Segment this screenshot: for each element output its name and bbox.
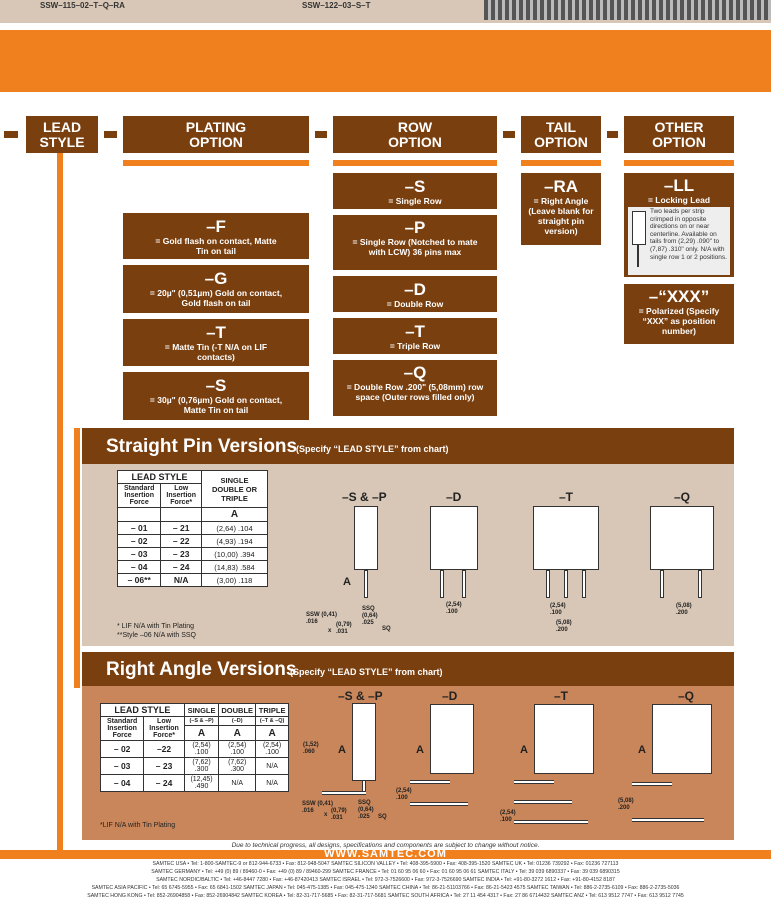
rt-cell: –22 <box>144 741 185 758</box>
dash-5 <box>607 131 618 138</box>
rt-head-a: A <box>184 726 218 741</box>
st-d-body <box>430 506 478 570</box>
tail-ra: –RA = Right Angle (Leave blank for straight pin version) <box>521 173 601 245</box>
ra-dim-sw2: (0,79) .031 <box>331 808 347 821</box>
rt-cell: (2,54) .100 <box>184 741 218 758</box>
ra-q-body <box>652 704 712 774</box>
st-sp-body <box>354 506 378 570</box>
ra-q-tail <box>632 782 672 786</box>
ll-pin-image <box>632 211 646 245</box>
ra-t-body <box>534 704 594 774</box>
st-t-pin <box>582 570 586 598</box>
row-p: –P = Single Row (Notched to mate with LCW) 36 pins max <box>333 215 497 270</box>
ra-d-tail <box>410 780 450 784</box>
rt-head-single: SINGLE <box>184 704 218 717</box>
st-dim-a: A <box>343 576 351 588</box>
dash-2 <box>104 131 117 138</box>
rt-head-triple: TRIPLE <box>256 704 289 717</box>
lead-line <box>57 153 63 853</box>
st-cell: – 01 <box>118 522 161 535</box>
rt-cell: – 23 <box>144 758 185 775</box>
st-dim-t2: (5,08) .200 <box>556 620 572 633</box>
st-cell: (14,83) .584 <box>202 561 268 574</box>
top-part-left: SSW–115–02–T–Q–RA <box>40 1 125 10</box>
st-view-q: –Q <box>674 490 691 504</box>
straight-title-bar <box>82 428 734 464</box>
st-cell: – 21 <box>161 522 202 535</box>
ra-dim-d: (2,54) .100 <box>396 788 412 801</box>
row-t: –T = Triple Row <box>333 318 497 354</box>
st-dim-sw2: (0,79) .031 <box>336 622 352 635</box>
connector-photo <box>484 0 771 20</box>
ra-q-tail <box>632 818 704 822</box>
ra-d-body <box>430 704 474 774</box>
ra-t-a: A <box>520 744 528 756</box>
rt-cell: (2,54) .100 <box>256 741 289 758</box>
st-cell: N/A <box>161 574 202 587</box>
ra-view-q: –Q <box>678 689 695 703</box>
st-sp-pin <box>364 570 368 598</box>
st-head-low: Low Insertion Force* <box>161 484 202 508</box>
ra-view-t: –T <box>554 689 569 703</box>
rt-cell: – 02 <box>101 741 144 758</box>
st-dim-ssw: SSW (0,41) .016 <box>306 612 338 625</box>
other-bar <box>624 160 734 166</box>
ra-d-a: A <box>416 744 424 756</box>
plating-bar <box>123 160 309 166</box>
straight-line <box>74 428 80 688</box>
st-head-std: Standard Insertion Force <box>118 484 161 508</box>
st-dim-ssq: SSQ (0,64) .025 <box>362 606 378 626</box>
top-part-right: SSW–122–03–S–T <box>302 1 371 10</box>
straight-note-2: **Style –06 N/A with SSQ <box>117 632 196 639</box>
rt-head-d-sub: (–D) <box>219 717 256 726</box>
st-dim-q: (5,08) .200 <box>676 603 692 616</box>
straight-note-1: * LIF N/A with Tin Plating <box>117 623 195 630</box>
footer-line: SAMTEC NORDIC/BALTIC • Tel: +46-8447 7280 • Fax: +46-87420413 SAMTEC ISRAEL • Tel: 972-3-7526600 • Fax: 972-3-7526690 SAMTEC INDIA • Tel: +91-80-3272 1612 • Fax: +91-80-4152 8187 <box>156 877 615 883</box>
st-cell: – 06** <box>118 574 161 587</box>
rt-cell: (12,45) .490 <box>184 775 218 792</box>
ra-q-a: A <box>638 744 646 756</box>
st-t-pin <box>564 570 568 598</box>
rt-cell: N/A <box>256 775 289 792</box>
st-cell: – 03 <box>118 548 161 561</box>
footer-line: SAMTEC HONG KONG • Tel: 852-26904858 • Fax: 852-26904842 SAMTEC KOREA • Tel: 82-31-717-5685 • Fax: 82-31-717-5681 SAMTEC SOUTH AFRICA • Tel: 27 11 454 4317 • Fax: 27 86 6714432 SAMTEC ANZ • Tel: 613 9512 7747 • Fax: 613 9512 7745 <box>87 893 684 899</box>
ra-sp-body <box>352 703 376 781</box>
st-cell: (10,00) .394 <box>202 548 268 561</box>
straight-table <box>117 470 268 587</box>
footer-line: SAMTEC ASIA PACIFIC • Tel: 65 6745-5955 • Fax: 65 6841-1502 SAMTEC JAPAN • Tel: 045-475-1385 • Fax: 045-475-1340 SAMTEC CHINA • Tel: 86-21-51103766 • Fax: 86-21-5423 4575 SAMTEC TAIWAN • Tel: 886-2-2735-6109 • Fax: 886-2-2735-5036 <box>91 885 680 891</box>
right-title: Right Angle Versions <box>106 659 297 680</box>
st-cell: (2,64) .104 <box>202 522 268 535</box>
st-dim-sq: SQ <box>382 626 391 632</box>
ra-t-tail <box>514 820 588 824</box>
rt-cell: (7,62) .300 <box>219 758 256 775</box>
st-q-body <box>650 506 714 570</box>
disclaimer: Due to technical progress, all designs, specifications and components are subject to change without notice. <box>231 842 540 849</box>
tail-bar <box>521 160 601 166</box>
footer-line: SAMTEC GERMANY • Tel: +49 (0) 89 / 89460-0 • Fax: +49 (0) 89 / 89460-299 SAMTEC FRANCE • Tel: 01 60 95 06 60 • Fax: 01 60 95 06 61 SAMTEC ITALY • Tel: 39 039 6890337 • Fax: 39 039 6890315 <box>151 869 620 875</box>
plating-s: –S = 30µ" (0,76µm) Gold on contact, Matte Tin on tail <box>123 372 309 420</box>
ra-dim-t: (2,54) .100 <box>500 810 516 823</box>
st-cell: – 22 <box>161 535 202 548</box>
st-cell: (4,93) .194 <box>202 535 268 548</box>
st-view-t: –T <box>559 490 574 504</box>
rt-head-low: Low Insertion Force* <box>144 717 185 741</box>
ll-note: Two leads per strip crimped in opposite directions on or near centerline. Available on tails from (2,29) .090" to (7,87) .310" only. N/A with single row 1 or 2 positions. <box>650 208 727 261</box>
st-q-pin <box>660 570 664 598</box>
rt-cell: N/A <box>256 758 289 775</box>
plating-t: –T = Matte Tin (-T N/A on LIF contacts) <box>123 319 309 366</box>
st-head-lead: LEAD STYLE <box>118 471 202 484</box>
dash-3 <box>315 131 327 138</box>
ra-dim-ssw: SSW (0,41) .016 <box>302 801 334 814</box>
st-cell: (3,00) .118 <box>202 574 268 587</box>
st-cell: – 04 <box>118 561 161 574</box>
rt-cell: – 04 <box>101 775 144 792</box>
st-view-sp: –S & –P <box>342 490 387 504</box>
rt-head-a: A <box>219 726 256 741</box>
ra-t-tail <box>514 800 572 804</box>
rt-head-a: A <box>256 726 289 741</box>
st-t-pin <box>546 570 550 598</box>
st-dim-x: x <box>328 628 332 634</box>
row-d: –D = Double Row <box>333 276 497 312</box>
ra-dim-x: x <box>324 812 328 818</box>
ra-dim-a: A <box>338 744 346 756</box>
st-q-pin <box>698 570 702 598</box>
other-ll: –LL = Locking Lead <box>624 173 734 277</box>
st-d-pin <box>462 570 466 598</box>
header-other: OTHER OPTION <box>624 116 734 153</box>
ra-view-sp: –S & –P <box>338 689 383 703</box>
straight-subtitle: (Specify “LEAD STYLE” from chart) <box>296 444 449 454</box>
plating-f: –F = Gold flash on contact, Matte Tin on tail <box>123 213 309 259</box>
rt-head-lead: LEAD STYLE <box>101 704 185 717</box>
header-tail: TAIL OPTION <box>521 116 601 153</box>
st-d-pin <box>440 570 444 598</box>
right-note: *LIF N/A with Tin Plating <box>100 822 176 829</box>
ra-sp-tail <box>322 791 366 795</box>
footer-web: WWW.SAMTEC.COM <box>324 848 447 860</box>
ra-dim-ssq: SSQ (0,64) .025 <box>358 800 374 820</box>
header-plating: PLATING OPTION <box>123 116 309 153</box>
right-table <box>100 703 289 792</box>
st-view-d: –D <box>446 490 462 504</box>
straight-title: Straight Pin Versions <box>106 436 298 457</box>
ra-dim-q: (5,08) .200 <box>618 798 634 811</box>
dash-4 <box>503 131 515 138</box>
st-cell: – 24 <box>161 561 202 574</box>
row-bar <box>333 160 497 166</box>
ra-d-tail <box>410 802 468 806</box>
header-row: ROW OPTION <box>333 116 497 153</box>
ra-dim-sq: SQ <box>378 814 387 820</box>
ra-view-d: –D <box>442 689 458 703</box>
ll-pin-lead <box>637 245 639 267</box>
st-t-body <box>533 506 599 570</box>
ra-dim-offset: (1,52) .060 <box>303 742 319 755</box>
st-cell: – 23 <box>161 548 202 561</box>
rt-head-s-sub: (–S & –P) <box>184 717 218 726</box>
ll-note-panel <box>628 207 730 275</box>
other-xxx: –“XXX” = Polarized (Specify “XXX” as position number) <box>624 284 734 344</box>
ra-t-tail <box>514 780 554 784</box>
st-dim-d: (2,54) .100 <box>446 602 462 615</box>
st-dim-t1: (2,54) .100 <box>550 603 566 616</box>
plating-g: –G = 20µ" (0,51µm) Gold on contact, Gold flash on tail <box>123 265 309 313</box>
row-q: –Q = Double Row .200" (5,08mm) row space (Outer rows filled only) <box>333 360 497 416</box>
rt-cell: – 03 <box>101 758 144 775</box>
right-title-bar <box>82 652 734 686</box>
dash-1 <box>4 131 18 138</box>
rt-cell: (7,62) .300 <box>184 758 218 775</box>
rt-head-double: DOUBLE <box>219 704 256 717</box>
right-subtitle: (Specify “LEAD STYLE” from chart) <box>290 667 443 677</box>
rt-head-t-sub: (–T & –Q) <box>256 717 289 726</box>
rt-cell: N/A <box>219 775 256 792</box>
st-cell: – 02 <box>118 535 161 548</box>
row-s: –S = Single Row <box>333 173 497 209</box>
rt-head-std: Standard Insertion Force <box>101 717 144 741</box>
header-lead-style: LEAD STYLE <box>26 116 98 153</box>
rt-cell: – 24 <box>144 775 185 792</box>
st-head-single: SINGLE DOUBLE OR TRIPLE <box>202 471 268 508</box>
rt-cell: (2,54) .100 <box>219 741 256 758</box>
st-head-a: A <box>202 508 268 522</box>
footer-line: SAMTEC USA • Tel: 1-800-SAMTEC-9 or 812-944-6733 • Fax: 812-948-5047 SAMTEC SILICON VALLEY • Tel: 408-395-5900 • Fax: 408-395-1520 SAMTEC UK • Tel: 01236 739292 • Fax: 01236 727113 <box>152 861 619 867</box>
orange-banner <box>0 30 771 92</box>
